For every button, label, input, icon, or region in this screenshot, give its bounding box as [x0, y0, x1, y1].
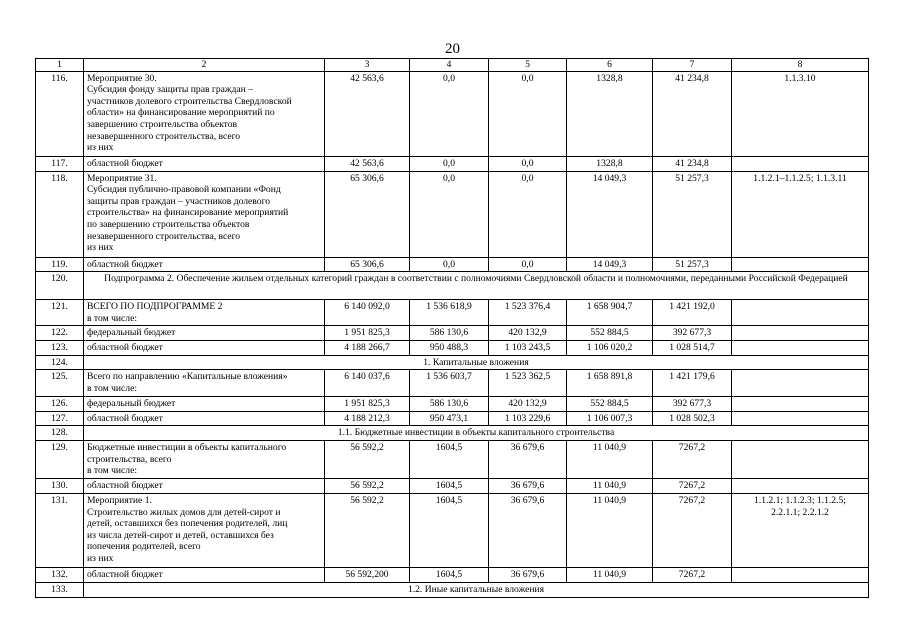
target-reference: [732, 397, 869, 412]
value-col7: 41 234,8: [653, 71, 732, 156]
target-reference: [732, 440, 869, 478]
value-col5: 36 679,6: [489, 440, 567, 478]
value-col3: 65 306,6: [325, 171, 410, 257]
row-name: областной бюджет: [84, 567, 325, 582]
value-col6: 11 040,9: [567, 478, 653, 493]
row-name: областной бюджет: [84, 257, 325, 272]
value-col6: 1 106 020,2: [567, 340, 653, 355]
value-col3: 1 951 825,3: [325, 397, 410, 412]
page-number: 20: [445, 41, 460, 57]
header-row: [36, 59, 869, 72]
value-col4: 586 130,6: [410, 326, 489, 341]
value-col7: 7267,2: [653, 440, 732, 478]
value-col6: 14 049,3: [567, 257, 653, 272]
row-name: федеральный бюджет: [84, 326, 325, 341]
value-col7: 1 421 179,6: [653, 370, 732, 397]
column-header: 4: [410, 59, 489, 72]
row-number: 116.: [36, 71, 84, 156]
row-number: 127.: [36, 411, 84, 426]
target-reference: [732, 340, 869, 355]
value-col5: 0,0: [489, 156, 567, 171]
value-col5: 36 679,6: [489, 493, 567, 567]
target-reference: [732, 478, 869, 493]
value-col6: 1 658 904,7: [567, 300, 653, 326]
table-row: [36, 326, 869, 341]
value-col4: 586 130,6: [410, 397, 489, 412]
value-col6: 14 049,3: [567, 171, 653, 257]
row-name: областной бюджет: [84, 156, 325, 171]
value-col5: 1 103 229,6: [489, 411, 567, 426]
row-name: Мероприятие 1. Строительство жилых домов для детей-сирот и детей, оставшихся без попечения родителей, лиц из числа детей-сирот и детей, оставшихся без попечения родителей, всего из них: [84, 493, 325, 567]
table-row: [36, 257, 869, 272]
row-name: Всего по направлению «Капитальные вложения» в том числе:: [84, 370, 325, 397]
target-reference: [732, 156, 869, 171]
value-col3: 4 188 266,7: [325, 340, 410, 355]
row-number: 129.: [36, 440, 84, 478]
table-row: [36, 370, 869, 397]
value-col6: 552 884,5: [567, 326, 653, 341]
value-col6: 1328,8: [567, 156, 653, 171]
value-col4: 1604,5: [410, 478, 489, 493]
value-col7: 1 028 502,3: [653, 411, 732, 426]
value-col5: 0,0: [489, 71, 567, 156]
value-col6: 11 040,9: [567, 567, 653, 582]
value-col6: 552 884,5: [567, 397, 653, 412]
value-col6: 11 040,9: [567, 440, 653, 478]
row-name: Мероприятие 31. Субсидия публично-правовой компании «Фонд защиты прав граждан – участников долевого строительства» на финансирование мероприятий по завершению строительства объектов незавершенного строительства, всего из них: [84, 171, 325, 257]
value-col3: 56 592,2: [325, 493, 410, 567]
value-col3: 56 592,200: [325, 567, 410, 582]
value-col3: 42 563,6: [325, 71, 410, 156]
value-col4: 0,0: [410, 171, 489, 257]
column-header: 5: [489, 59, 567, 72]
row-number: 133.: [36, 582, 84, 597]
row-number: 125.: [36, 370, 84, 397]
row-name: Бюджетные инвестиции в объекты капитального строительства, всего в том числе:: [84, 440, 325, 478]
row-number: 118.: [36, 171, 84, 257]
value-col5: 0,0: [489, 171, 567, 257]
value-col4: 1604,5: [410, 493, 489, 567]
value-col3: 4 188 212,3: [325, 411, 410, 426]
target-reference: [732, 411, 869, 426]
value-col3: 56 592,2: [325, 440, 410, 478]
target-reference: 1.1.2.1; 1.1.2.3; 1.1.2.5; 2.2.1.1; 2.2.1.2: [732, 493, 869, 567]
row-number: 126.: [36, 397, 84, 412]
value-col4: 1 536 603,7: [410, 370, 489, 397]
table-row: [36, 171, 869, 257]
value-col5: 36 679,6: [489, 567, 567, 582]
value-col5: 1 103 243,5: [489, 340, 567, 355]
row-name: областной бюджет: [84, 411, 325, 426]
value-col4: 0,0: [410, 257, 489, 272]
target-reference: 1.1.3.10: [732, 71, 869, 156]
table-row: [36, 567, 869, 582]
value-col5: 420 132,9: [489, 326, 567, 341]
table-row: [36, 493, 869, 567]
section-row: [36, 582, 869, 597]
value-col7: 7267,2: [653, 478, 732, 493]
column-header: 7: [653, 59, 732, 72]
value-col3: 65 306,6: [325, 257, 410, 272]
table-row: [36, 397, 869, 412]
row-number: 124.: [36, 355, 84, 370]
value-col4: 1 536 618,9: [410, 300, 489, 326]
row-number: 122.: [36, 326, 84, 341]
value-col3: 6 140 037,6: [325, 370, 410, 397]
value-col5: 36 679,6: [489, 478, 567, 493]
row-name: Мероприятие 30. Субсидия фонду защиты прав граждан – участников долевого строительства Свердловской области» на финансирование мероприятий по завершению строительства объектов незавершенного строительства, всего из них: [84, 71, 325, 156]
section-title: Подпрограмма 2. Обеспечение жильем отдельных категорий граждан в соответствии с полномочиями Свердловской области и полномочиями, переданными Российской Федерацией: [84, 272, 869, 300]
value-col7: 392 677,3: [653, 397, 732, 412]
row-number: 120.: [36, 272, 84, 300]
row-number: 132.: [36, 567, 84, 582]
row-name: федеральный бюджет: [84, 397, 325, 412]
row-number: 117.: [36, 156, 84, 171]
target-reference: 1.1.2.1–1.1.2.5; 1.1.3.11: [732, 171, 869, 257]
column-header: 3: [325, 59, 410, 72]
section-row: [36, 272, 869, 300]
value-col6: 1 658 891,8: [567, 370, 653, 397]
table-row: [36, 71, 869, 156]
value-col3: 6 140 092,0: [325, 300, 410, 326]
value-col4: 950 473,1: [410, 411, 489, 426]
column-header: 2: [84, 59, 325, 72]
value-col7: 7267,2: [653, 493, 732, 567]
value-col5: 420 132,9: [489, 397, 567, 412]
value-col4: 0,0: [410, 71, 489, 156]
column-header: 1: [36, 59, 84, 72]
section-row: [36, 426, 869, 441]
column-header: 8: [732, 59, 869, 72]
value-col6: 11 040,9: [567, 493, 653, 567]
value-col7: 7267,2: [653, 567, 732, 582]
row-number: 130.: [36, 478, 84, 493]
table-row: [36, 411, 869, 426]
value-col3: 1 951 825,3: [325, 326, 410, 341]
budget-table: [35, 58, 869, 598]
row-name: ВСЕГО ПО ПОДПРОГРАММЕ 2 в том числе:: [84, 300, 325, 326]
section-title: 1.2. Иные капитальные вложения: [84, 582, 869, 597]
value-col6: 1328,8: [567, 71, 653, 156]
value-col5: 0,0: [489, 257, 567, 272]
value-col5: 1 523 362,5: [489, 370, 567, 397]
value-col3: 56 592,2: [325, 478, 410, 493]
row-number: 119.: [36, 257, 84, 272]
value-col7: 392 677,3: [653, 326, 732, 341]
value-col5: 1 523 376,4: [489, 300, 567, 326]
row-number: 128.: [36, 426, 84, 441]
section-row: [36, 355, 869, 370]
table-row: [36, 440, 869, 478]
target-reference: [732, 567, 869, 582]
row-number: 123.: [36, 340, 84, 355]
value-col7: 41 234,8: [653, 156, 732, 171]
table-row: [36, 340, 869, 355]
target-reference: [732, 257, 869, 272]
value-col7: 1 028 514,7: [653, 340, 732, 355]
row-number: 121.: [36, 300, 84, 326]
row-name: областной бюджет: [84, 478, 325, 493]
value-col3: 42 563,6: [325, 156, 410, 171]
row-name: областной бюджет: [84, 340, 325, 355]
column-header: 6: [567, 59, 653, 72]
value-col4: 0,0: [410, 156, 489, 171]
value-col4: 950 488,3: [410, 340, 489, 355]
table-row: [36, 300, 869, 326]
target-reference: [732, 300, 869, 326]
table-row: [36, 156, 869, 171]
value-col7: 51 257,3: [653, 171, 732, 257]
target-reference: [732, 370, 869, 397]
value-col7: 51 257,3: [653, 257, 732, 272]
row-number: 131.: [36, 493, 84, 567]
value-col4: 1604,5: [410, 567, 489, 582]
table-row: [36, 478, 869, 493]
value-col7: 1 421 192,0: [653, 300, 732, 326]
section-title: 1. Капитальные вложения: [84, 355, 869, 370]
value-col4: 1604,5: [410, 440, 489, 478]
section-title: 1.1. Бюджетные инвестиции в объекты капитального строительства: [84, 426, 869, 441]
target-reference: [732, 326, 869, 341]
value-col6: 1 106 007,3: [567, 411, 653, 426]
